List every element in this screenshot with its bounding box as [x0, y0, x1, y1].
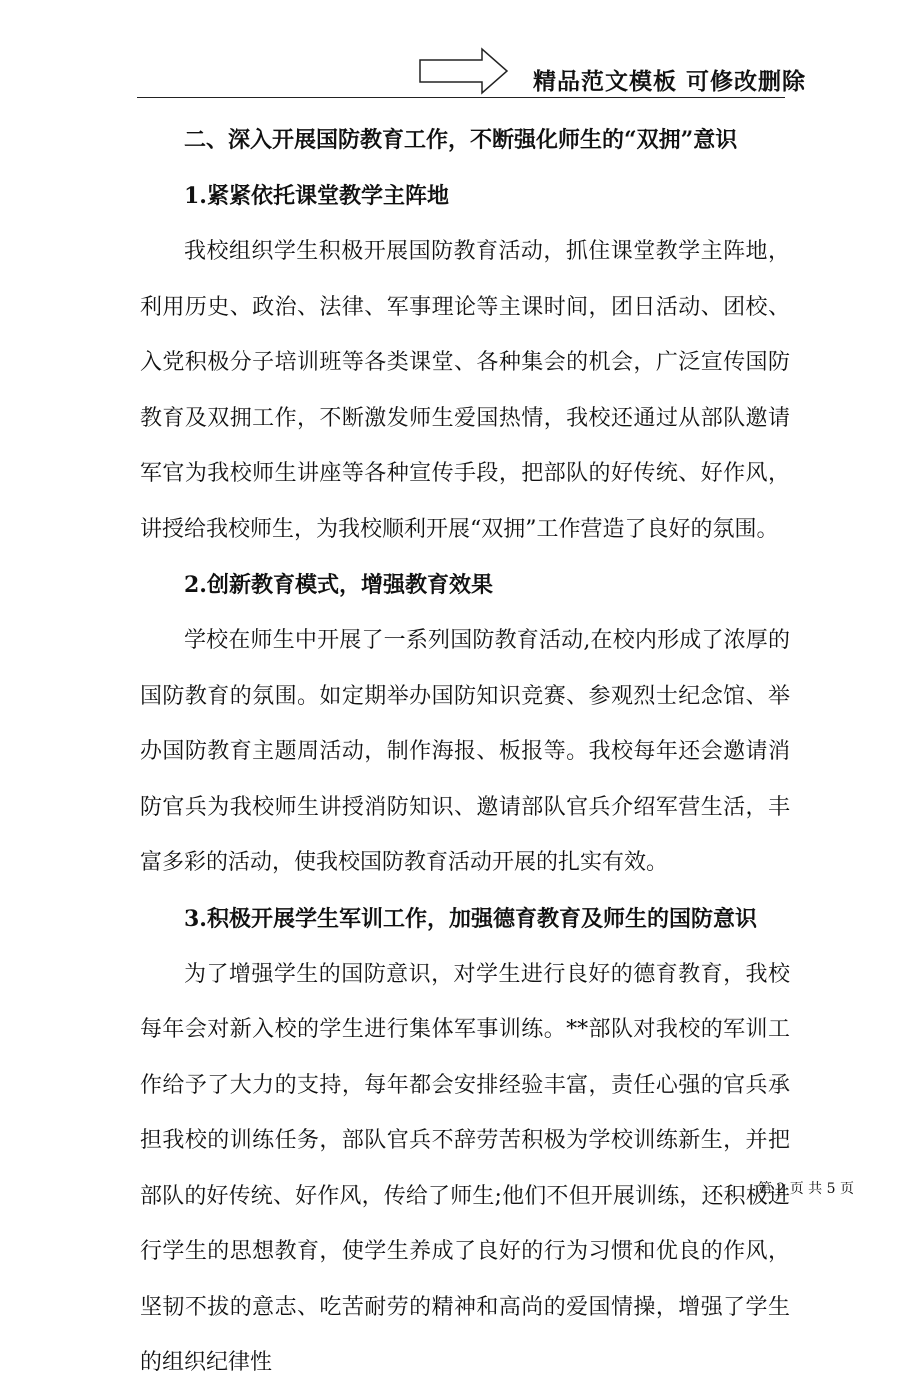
section-paragraph-2: 学校在师生中开展了一系列国防教育活动,在校内形成了浓厚的国防教育的氛围。如定期举办国防知识竞赛、参观烈士纪念馆、举办国防教育主题周活动，制作海报、板报等。我校每年还会邀请消防官兵为我校师生讲授消防知识、邀请部队官兵介绍军营生活，丰富多彩的活动，使我校国防教育活动开展的扎实有效。 [140, 628, 790, 875]
right-arrow-icon [418, 46, 510, 96]
section-heading-3: 3.积极开展学生军训工作，加强德育教育及师生的国防意识 [184, 905, 757, 932]
section-heading-2: 2.创新教育模式，增强教育效果 [184, 572, 493, 598]
page-header [0, 0, 920, 100]
header-title: 精品范文模板 可修改删除 [533, 68, 807, 95]
header-divider [137, 97, 785, 98]
section-heading-main: 二、深入开展国防教育工作，不断强化师生的“双拥”意识 [184, 127, 738, 153]
page-number: 第 2 页 共 5 页 [757, 1181, 854, 1197]
section-heading-1: 1.紧紧依托课堂教学主阵地 [184, 183, 449, 209]
document-body [140, 112, 790, 1391]
section-paragraph-1: 我校组织学生积极开展国防教育活动，抓住课堂教学主阵地，利用历史、政治、法律、军事理论等主课时间，团日活动、团校、入党积极分子培训班等各类课堂、各种集会的机会，广泛宣传国防教育及双拥工作，不断激发师生爱国热情，我校还通过从部队邀请军官为我校师生讲座等各种宣传手段，把部队的好传统、好作风，讲授给我校师生，为我校顺利开展“双拥”工作营造了良好的氛围。 [140, 239, 790, 542]
section-paragraph-3: 为了增强学生的国防意识，对学生进行良好的德育教育，我校每年会对新入校的学生进行集体军事训练。**部队对我校的军训工作给予了大力的支持，每年都会安排经验丰富，责任心强的官兵承担我校的训练任务，部队官兵不辞劳苦积极为学校训练新生，并把部队的好传统、好作风，传给了师生;他们不但开展训练，还积极进行学生的思想教育，使学生养成了良好的行为习惯和优良的作风，坚韧不拔的意志、吃苦耐劳的精神和高尚的爱国情操，增强了学生的组织纪律性 [140, 961, 790, 1375]
